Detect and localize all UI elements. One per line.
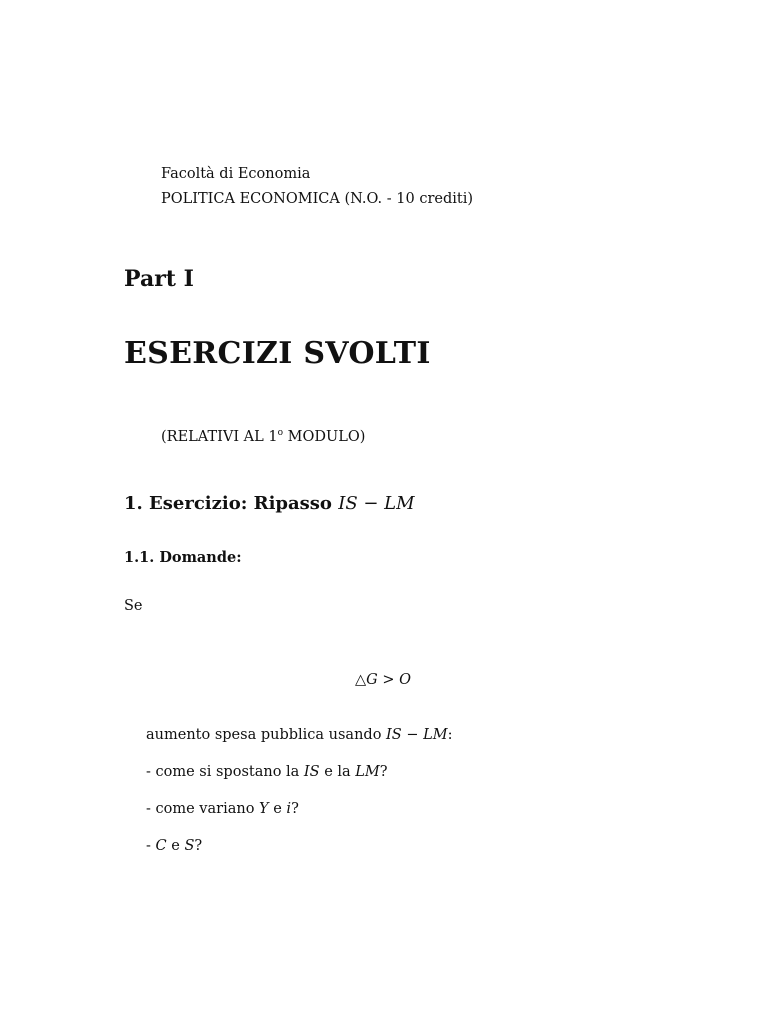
question-2-text-1: - come variano bbox=[146, 801, 260, 817]
question-2-text-2: e bbox=[268, 801, 287, 817]
module-subtitle-superscript: o bbox=[277, 428, 284, 438]
intro-text: aumento spesa pubblica usando bbox=[146, 727, 387, 743]
module-subtitle-prefix: (RELATIVI AL 1 bbox=[161, 428, 278, 445]
question-1-text-1: - come si spostano la bbox=[146, 764, 304, 780]
se-paragraph: Se bbox=[124, 598, 143, 614]
module-subtitle bbox=[161, 428, 365, 445]
question-1-text-2: e la bbox=[319, 764, 356, 780]
question-2-text-3: ? bbox=[291, 801, 299, 817]
delta-symbol: △ bbox=[355, 672, 367, 688]
chapter-title: ESERCIZI SVOLTI bbox=[124, 336, 431, 371]
part-heading: Part I bbox=[124, 266, 194, 292]
question-1-math-1: IS bbox=[303, 764, 320, 780]
module-subtitle-suffix: MODULO) bbox=[283, 428, 366, 445]
question-3-math-2: S bbox=[184, 838, 195, 854]
section-heading-text: 1. Esercizio: Ripasso bbox=[124, 493, 339, 514]
intro-math: IS − LM bbox=[386, 727, 448, 743]
question-3-text-3: ? bbox=[194, 838, 203, 854]
faculty-line: Facoltà di Economia bbox=[161, 166, 311, 182]
intro-line bbox=[146, 727, 452, 743]
question-1-math-2: LM bbox=[355, 764, 380, 780]
intro-suffix: : bbox=[447, 727, 453, 743]
question-3 bbox=[146, 838, 202, 854]
question-3-text-2: e bbox=[166, 838, 185, 854]
question-3-math-1: C bbox=[155, 838, 167, 854]
course-line: POLITICA ECONOMICA (N.O. - 10 crediti) bbox=[161, 191, 473, 207]
question-1 bbox=[146, 764, 388, 780]
section-heading bbox=[124, 493, 415, 514]
subsection-heading: 1.1. Domande: bbox=[124, 549, 242, 566]
question-2-math-2: i bbox=[286, 801, 292, 817]
display-equation bbox=[355, 672, 411, 688]
question-1-text-3: ? bbox=[379, 764, 388, 780]
equation-math: G > O bbox=[366, 672, 411, 688]
section-heading-math: IS − LM bbox=[338, 493, 415, 514]
question-2-math-1: Y bbox=[259, 801, 269, 817]
question-2 bbox=[146, 801, 299, 817]
question-3-text-1: - bbox=[146, 838, 156, 854]
